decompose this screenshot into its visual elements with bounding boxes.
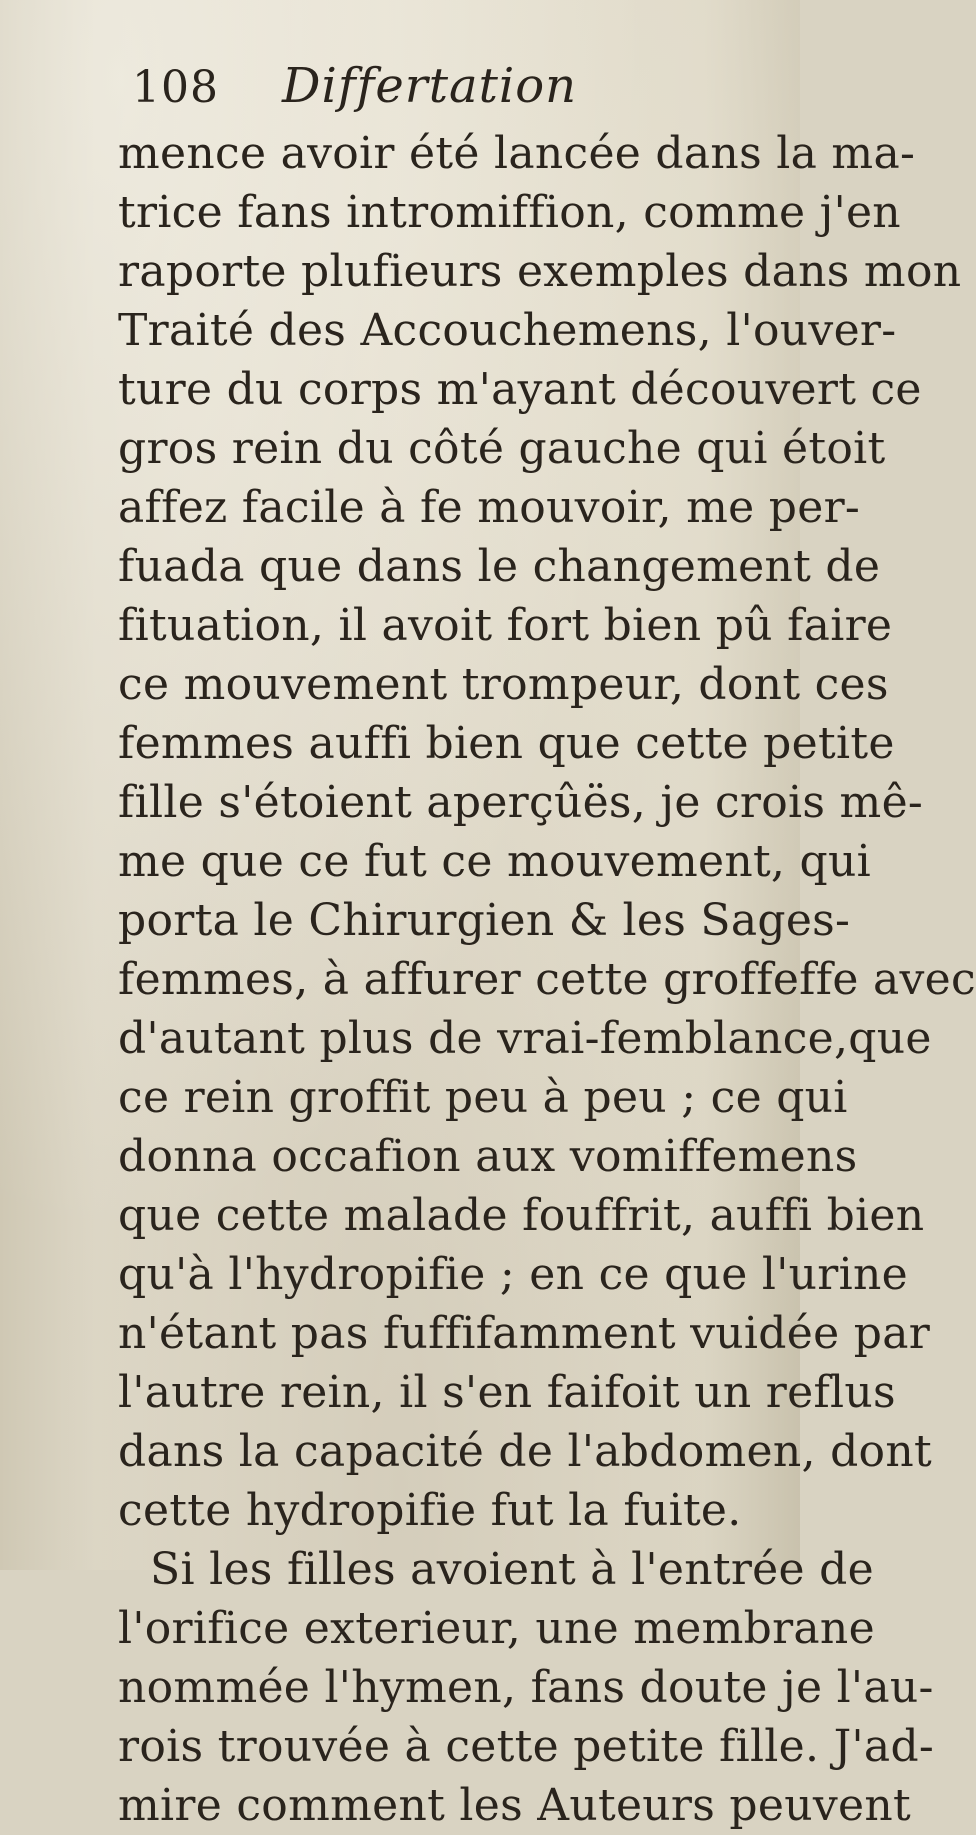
text-line: d'autant plus de vrai-femblance,que: [118, 1013, 932, 1064]
text-line: rois trouvée à cette petite fille. J'ad-: [118, 1721, 935, 1772]
text-line: femmes auffi bien que cette petite: [118, 718, 895, 769]
text-line: gros rein du côté gauche qui étoit: [118, 423, 886, 474]
text-line: dans la capacité de l'abdomen, dont: [118, 1426, 932, 1477]
text-line: ce rein groffit peu à peu ; ce qui: [118, 1072, 848, 1123]
text-line: qu'à l'hydropifie ; en ce que l'urine: [118, 1249, 908, 1300]
text-line: fuada que dans le changement de: [118, 541, 881, 592]
text-line: femmes, à affurer cette groffeffe avec: [118, 954, 976, 1005]
text-line: affez facile à fe mouvoir, me per-: [118, 482, 861, 533]
body-text: [118, 124, 976, 1835]
text-line: mence avoir été lancée dans la ma-: [118, 128, 916, 179]
text-line: Traité des Accouchemens, l'ouver-: [118, 305, 897, 356]
paragraph-start-line: Si les filles avoient à l'entrée de: [150, 1544, 874, 1595]
text-line: que cette malade fouffrit, auffi bien: [118, 1190, 925, 1241]
text-line: fituation, il avoit fort bien pû faire: [118, 600, 893, 651]
text-line: ce mouvement trompeur, dont ces: [118, 659, 889, 710]
text-line: trice fans intromiffion, comme j'en: [118, 187, 901, 238]
text-line: me que ce fut ce mouvement, qui: [118, 836, 871, 887]
text-line: n'étant pas fuffifamment vuidée par: [118, 1308, 931, 1359]
text-line: raporte plufieurs exemples dans mon: [118, 246, 962, 297]
text-line: cette hydropifie fut la fuite.: [118, 1485, 742, 1536]
page-number: 108: [132, 62, 219, 113]
text-line: l'orifice exterieur, une membrane: [118, 1603, 875, 1654]
text-line: porta le Chirurgien & les Sages-: [118, 895, 851, 946]
text-line: fille s'étoient aperçûës, je crois mê-: [118, 777, 924, 828]
text-line: nommée l'hymen, fans doute je l'au-: [118, 1662, 934, 1713]
text-line: mire comment les Auteurs peuvent: [118, 1780, 911, 1831]
text-line: l'autre rein, il s'en faifoit un reflus: [118, 1367, 896, 1418]
text-line: ture du corps m'ayant découvert ce: [118, 364, 922, 415]
text-line: donna occafion aux vomiffemens: [118, 1131, 858, 1182]
page-header: [132, 58, 692, 122]
running-title: Differtation: [282, 58, 578, 114]
